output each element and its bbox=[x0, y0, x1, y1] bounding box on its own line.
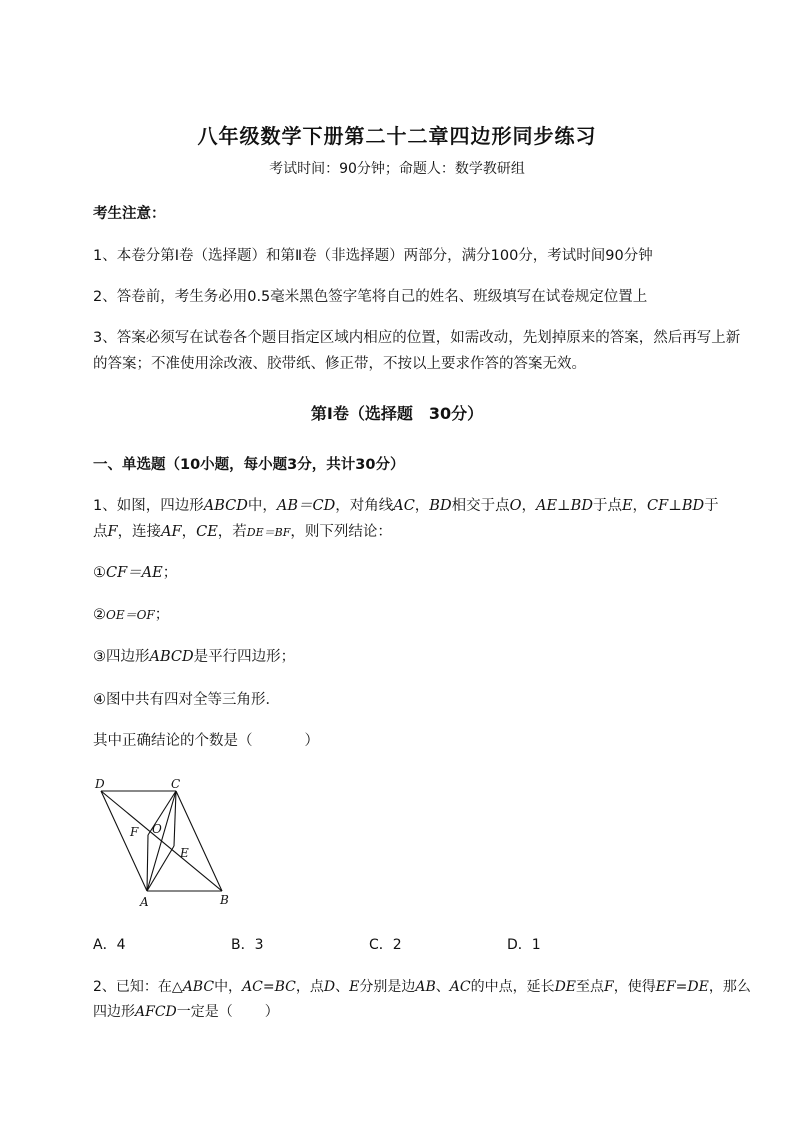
exam-info: 考试时间：90分钟；命题人：数学教研组 bbox=[269, 161, 525, 177]
label-e: E bbox=[180, 846, 189, 860]
q1-conclusion-4: ④图中共有四对全等三角形． bbox=[93, 692, 280, 708]
q1-line-1: 1、如图，四边形ABCD中，AB＝CD，对角线AC，BD相交于点O，AE⊥BD于点E，CF⊥BD于 bbox=[93, 498, 719, 514]
section-title: 第Ⅰ卷（选择题 30分） bbox=[310, 404, 484, 423]
notice-heading: 考生注意： bbox=[93, 206, 166, 222]
label-c: C bbox=[171, 777, 181, 791]
segment-ce bbox=[174, 791, 176, 846]
q1-line-2: 点F，连接AF，CE，若DE＝BF，则下列结论： bbox=[93, 524, 392, 540]
notice-item-3-continued: 的答案；不准使用涂改液、胶带纸、修正带，不按以上要求作答的答案无效。 bbox=[93, 356, 586, 372]
q1-conclusion-3: ③四边形ABCD是平行四边形； bbox=[93, 649, 296, 665]
notice-item-2: 2、答卷前，考生务必用0.5毫米黑色签字笔将自己的姓名、班级填写在试卷规定位置上 bbox=[93, 289, 648, 305]
part-title: 一、单选题（10小题，每小题3分，共计30分） bbox=[93, 457, 405, 473]
segment-cb bbox=[176, 791, 222, 891]
q1-conclusion-1: ①CF＝AE； bbox=[93, 565, 178, 581]
q1-figure bbox=[85, 770, 245, 915]
label-f: F bbox=[130, 825, 139, 839]
label-d: D bbox=[95, 777, 105, 791]
page-title: 八年级数学下册第二十二章四边形同步练习 bbox=[197, 124, 597, 148]
notice-item-1: 1、本卷分第Ⅰ卷（选择题）和第Ⅱ卷（非选择题）两部分，满分100分，考试时间90分钟 bbox=[93, 248, 653, 264]
q1-question: 其中正确结论的个数是（ ） bbox=[93, 733, 319, 749]
label-b: B bbox=[220, 893, 229, 907]
segment-af bbox=[147, 835, 148, 891]
notice-item-3: 3、答案必须写在试卷各个题目指定区域内相应的位置，如需改动，先划掉原来的答案，然后再写上新 bbox=[93, 330, 741, 346]
segment-da bbox=[101, 791, 147, 891]
q1-option-d[interactable]: D．1 bbox=[507, 937, 541, 953]
q1-option-c[interactable]: C．2 bbox=[369, 937, 402, 953]
segment-ae bbox=[147, 846, 174, 891]
q1-option-a[interactable]: A．4 bbox=[93, 937, 126, 953]
q2-line-2: 四边形AFCD一定是（ ） bbox=[93, 1004, 279, 1020]
label-a: A bbox=[140, 895, 149, 909]
segment-ca bbox=[147, 791, 176, 891]
q2-line-1: 2、已知：在△ABC中，AC=BC，点D、E分别是边AB、AC的中点，延长DE至点F，使得EF=DE，那么 bbox=[93, 979, 751, 995]
q1-conclusion-2: ②OE＝OF； bbox=[93, 607, 170, 623]
label-o: O bbox=[152, 822, 162, 836]
q1-option-b[interactable]: B．3 bbox=[231, 937, 264, 953]
